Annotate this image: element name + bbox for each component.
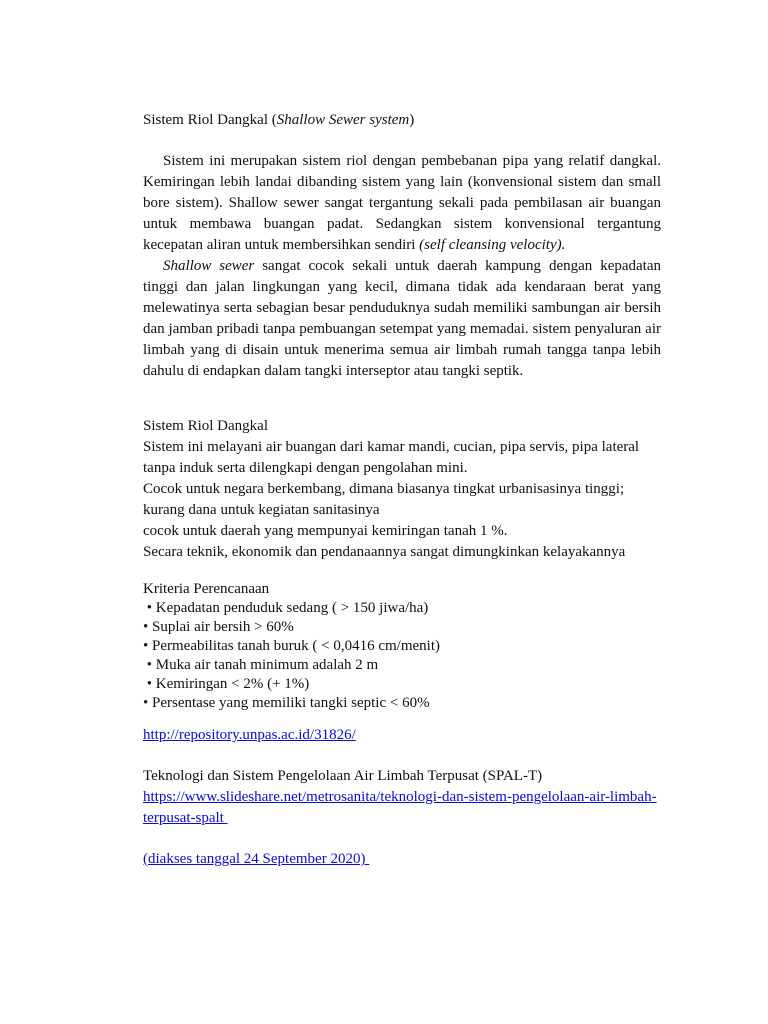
- section2-line: kurang dana untuk kegiatan sanitasinya: [143, 502, 380, 518]
- accessed-date-link[interactable]: (diakses tanggal 24 September 2020): [143, 851, 370, 867]
- section2-line: Secara teknik, ekonomik dan pendanaannya sangat dimungkinkan kelayakannya: [143, 544, 626, 560]
- criteria-section: [143, 580, 661, 713]
- accessed-date-row: [143, 849, 661, 870]
- criteria-item: • Muka air tanah minimum adalah 2 m: [143, 657, 379, 673]
- paragraph-2-text: sangat cocok sekali untuk daerah kampung dengan kepadatan tinggi dan jalan lingkungan yang kecil, dimana tidak ada kendaraan berat yang melewatinya serta sebagian besar penduduknya sudah memiliki sambungan air bersih dan jamban pribadi tanpa pembuangan setempat yang memadai. sistem penyaluran air limbah yang di disain untuk menerima semua air limbah rumah tangga tanpa lebih dahulu di endapkan dalam tangki interseptor atau tangki septik.: [143, 258, 661, 379]
- section2-line: tanpa induk serta dilengkapi dengan pengolahan mini.: [143, 460, 468, 476]
- repository-link[interactable]: http://repository.unpas.ac.id/31826/: [143, 727, 356, 743]
- section2-line: Cocok untuk negara berkembang, dimana biasanya tingkat urbanisasinya tinggi;: [143, 481, 625, 497]
- criteria-item: • Permeabilitas tanah buruk ( < 0,0416 cm/menit): [143, 638, 440, 654]
- criteria-title: Kriteria Perencanaan: [143, 581, 270, 597]
- section2-line: Sistem ini melayani air buangan dari kamar mandi, cucian, pipa servis, pipa lateral: [143, 439, 640, 455]
- section-heading: [143, 110, 661, 131]
- slideshare-link-continued[interactable]: terpusat-spalt: [143, 810, 228, 826]
- heading-italic: Shallow Sewer system: [276, 112, 410, 128]
- body-paragraphs: [143, 151, 661, 382]
- paragraph-1: [143, 151, 661, 256]
- criteria-item: • Persentase yang memiliki tangki septic < 60%: [143, 695, 430, 711]
- reference-title: Teknologi dan Sistem Pengelolaan Air Limbah Terpusat (SPAL-T): [143, 768, 543, 784]
- criteria-item: • Kemiringan < 2% (+ 1%): [143, 676, 310, 692]
- heading-suffix: ): [409, 112, 415, 128]
- section2-line: Sistem Riol Dangkal: [143, 418, 268, 434]
- paragraph-1-italic: (self cleansing velocity).: [419, 237, 566, 253]
- paragraph-2-italic: Shallow sewer: [163, 258, 255, 274]
- criteria-item: • Kepadatan penduduk sedang ( > 150 jiwa/ha): [143, 600, 429, 616]
- section2-line: cocok untuk daerah yang mempunyai kemiringan tanah 1 %.: [143, 523, 508, 539]
- criteria-item: • Suplai air bersih > 60%: [143, 619, 294, 635]
- heading-prefix: Sistem Riol Dangkal (: [143, 112, 277, 128]
- slideshare-link[interactable]: https://www.slideshare.net/metrosanita/teknologi-dan-sistem-pengelolaan-air-limbah-: [143, 789, 657, 805]
- repository-link-row: [143, 725, 661, 746]
- section-riol-dangkal: [143, 416, 661, 563]
- paragraph-1-text: Sistem ini merupakan sistem riol dengan pembebanan pipa yang relatif dangkal. Kemiringan lebih landai dibanding sistem yang lain (konvensional sistem dan small bore sistem). Shallow sewer sangat tergantung sekali pada pembilasan air buangan untuk membawa buangan padat. Sedangkan sistem konvensional tergantung kecepatan aliran untuk membersihkan sendiri: [143, 153, 661, 253]
- reference-section: [143, 766, 661, 829]
- paragraph-2: [143, 256, 661, 382]
